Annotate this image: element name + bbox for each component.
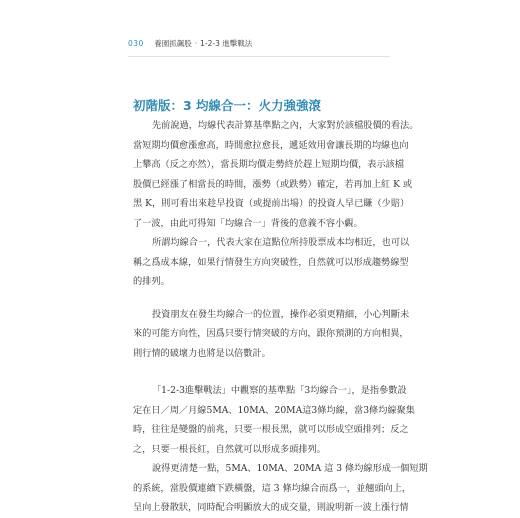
paragraph-5 (133, 459, 428, 518)
text-line: 的排列。 (133, 276, 170, 287)
text-line: 時，往往是變盤的前兆，只要一根長黑，就可以形成空頭排列；反之 (133, 424, 409, 435)
text-line: 黑 K，則可看出來趁早投資（或提前出場）的投資人早已賺（少賠） (133, 198, 410, 209)
chapter-title: 1-2-3 進擊戰法 (200, 39, 253, 48)
text-line: 來的可能方向性，因爲只要行情突破的方向，跟你預測的方向相異， (133, 328, 409, 339)
text-line: 的系統，當股價連續下跌橫盤，這 3 條均線合而爲一，並翹頭向上， (133, 482, 412, 494)
text-line: 先前說過，均線代表計算基準點之內，大家對於該檔股價的看法。 (152, 120, 419, 131)
separator-dot: · (194, 39, 198, 48)
body-text (133, 116, 428, 518)
book-title: 養園抓飆股 (154, 39, 192, 48)
text-line: 說得更清楚一點，5MA、10MA、20MA 這 3 條均線形成一個短期 (152, 463, 428, 474)
text-line: 了一波，由此可得知「均線合一」背後的意義不容小覷。 (133, 217, 363, 229)
text-line: 稱之爲成本線，如果行情發生方向突破性，自然就可以形成趨勢線型 (133, 256, 409, 268)
text-line: 上攀高（反之亦然），當長期均價走勢終於趕上短期均價，表示該檔 (133, 159, 405, 170)
paragraph-gap (133, 292, 397, 305)
text-line: 當短期均價愈漲愈高，時間愈拉愈長，遞延效用會讓長期的均線也向 (133, 139, 409, 151)
text-line: 呈向上發散狀，同時配合明顯放大的成交量，則說明新一波上漲行情 (133, 502, 409, 513)
text-line: 所謂均線合一，代表大家在這點位所持股票成本均相近，也可以 (152, 237, 410, 248)
paragraph-2 (133, 233, 410, 292)
paragraph-gap (133, 363, 397, 381)
text-line: 投資朋友在發生均線合一的位置，操作必須更精細，小心判斷未 (152, 308, 410, 320)
text-line: 股價已經漲了相當長的時間，漲勢（或跌勢）確定，若再加上紅 K 或 (133, 178, 413, 190)
running-header (128, 38, 252, 49)
text-line: 定在日／周／月線5MA、10MA、20MA這3條均線，當3條均線聚集 (133, 404, 415, 416)
page-number: 030 (128, 39, 144, 48)
section-title: 初階版：3 均線合一：火力強強滾 (133, 98, 322, 113)
text-line: 「1-2-3進擊戰法」中觀察的基準點「3均線合一」，是指參數設 (152, 385, 407, 396)
paragraph-1 (133, 116, 419, 233)
paragraph-3 (133, 305, 410, 364)
header-divider (128, 56, 390, 57)
text-line: 則行情的破壞力也將是以倍數計。 (133, 347, 271, 359)
paragraph-4 (133, 381, 415, 459)
text-line: 之，只要一根長紅，自然就可以形成多頭排列。 (133, 443, 326, 455)
